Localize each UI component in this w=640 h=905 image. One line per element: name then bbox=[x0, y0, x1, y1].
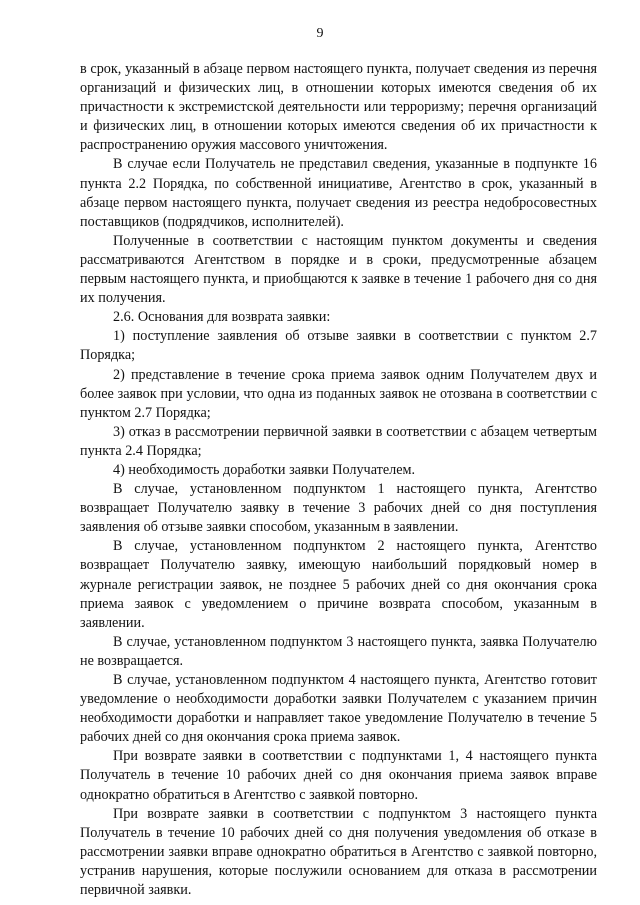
paragraph: В случае если Получатель не представил сведения, указанные в подпункте 16 пункта 2.2 Порядка, по собственной инициативе, Агентство в срок, указанный в абзаце первом настоящего пункта, получает сведения из реестра недобросовестных поставщиков (подрядчиков, исполнителей). bbox=[80, 156, 597, 230]
paragraph: В случае, установленном подпунктом 4 настоящего пункта, Агентство готовит уведомление о необходимости доработки заявки Получателем с указанием причин необходимости доработки и направляет такое уведомление Получателю в течение 5 рабочих дней со дня окончания срока приема заявок. bbox=[80, 672, 597, 746]
list-item-3: 3) отказ в рассмотрении первичной заявки в соответствии с абзацем четвертым пункта 2.4 Порядка; bbox=[80, 423, 597, 459]
paragraph: При возврате заявки в соответствии с подпунктами 1, 4 настоящего пункта Получатель в течение 10 рабочих дней со дня окончания приема заявок вправе однократно обратиться в Агентство с заявкой повторно. bbox=[80, 748, 597, 803]
document-body bbox=[80, 60, 597, 900]
list-item-2: 2) представление в течение срока приема заявок одним Получателем двух и более заявок при условии, что одна из поданных заявок не отозвана в соответствии с пунктом 2.7 Порядка; bbox=[80, 366, 597, 421]
paragraph: Полученные в соответствии с настоящим пунктом документы и сведения рассматриваются Агентством в порядке и в сроки, предусмотренные абзацем первым настоящего пункта, и приобщаются к заявке в течение 1 рабочего дня со дня их получения. bbox=[80, 232, 597, 307]
list-item-1: 1) поступление заявления об отзыве заявки в соответствии с пунктом 2.7 Порядка; bbox=[80, 328, 597, 364]
paragraph: В случае, установленном подпунктом 2 настоящего пункта, Агентство возвращает Получателю заявку, имеющую наибольший порядковый номер в журнале регистрации заявок, не позднее 5 рабочих дней со дня окончания срока приема заявок с уведомлением о причине возврата способом, указанным в заявлении. bbox=[80, 538, 597, 631]
paragraph: При возврате заявки в соответствии с подпунктом 3 настоящего пункта Получатель в течение 10 рабочих дней со дня получения уведомления об отказе в рассмотрении заявки вправе однократно обратиться в Агентство с заявкой повторно, устранив нарушения, которые послужили основанием для отказа в рассмотрении первичной заявки. bbox=[80, 805, 597, 899]
paragraph: В случае, установленном подпунктом 3 настоящего пункта, заявка Получателю не возвращается. bbox=[80, 633, 597, 669]
paragraph-continuation: в срок, указанный в абзаце первом настоящего пункта, получает сведения из перечня организаций и физических лиц, в отношении которых имеются сведения об их причастности к экстремистской деятельности или терроризму; перечня организаций и физических лиц, в отношении которых имеются сведения об их причастности к распространению оружия массового уничтожения. bbox=[80, 61, 597, 154]
list-item-4: 4) необходимость доработки заявки Получателем. bbox=[113, 461, 416, 478]
page-number: 9 bbox=[316, 26, 324, 41]
section-heading-2-6: 2.6. Основания для возврата заявки: bbox=[113, 309, 331, 326]
paragraph: В случае, установленном подпунктом 1 настоящего пункта, Агентство возвращает Получателю заявку в течение 3 рабочих дней со дня поступления заявления об отзыве заявки способом, указанным в заявлении. bbox=[80, 481, 597, 536]
